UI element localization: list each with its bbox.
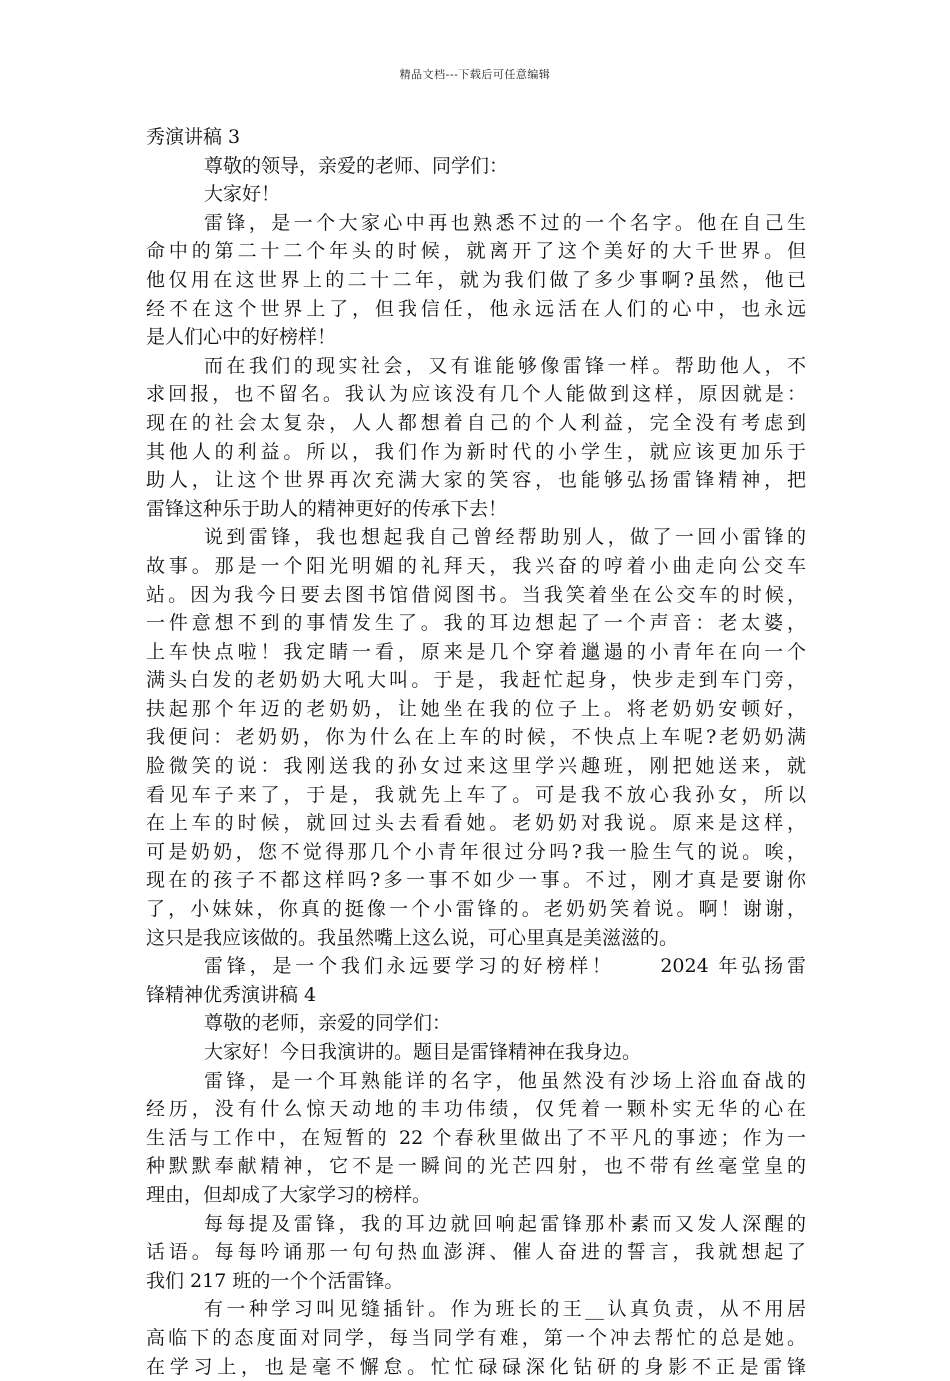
text-line: 大家好！今日我演讲的。题目是雷锋精神在我身边。 bbox=[204, 1041, 642, 1063]
page-header: 精品文档---下载后可任意编辑 bbox=[399, 68, 551, 81]
text-line: 一件意想不到的事情发生了。我的耳边想起了一个声音：老太婆， bbox=[146, 612, 806, 635]
text-line: 扶起那个年迈的老奶奶，让她坐在我的位子上。将老奶奶安顿好， bbox=[146, 697, 806, 720]
text-line: 高临下的态度面对同学，每当同学有难，第一个冲去帮忙的总是她。 bbox=[146, 1326, 806, 1349]
text-line: 雷锋，是一个耳熟能详的名字，他虽然没有沙场上浴血奋战的 bbox=[204, 1069, 806, 1092]
text-line: 每每提及雷锋，我的耳边就回响起雷锋那朴素而又发人深醒的 bbox=[204, 1212, 806, 1235]
text-line: 雷锋，是一个我们永远要学习的好榜样！ 2024 年弘扬雷 bbox=[204, 955, 806, 978]
text-line: 是人们心中的好榜样！ bbox=[146, 326, 337, 349]
text-line: 我便问：老奶奶，你为什么在上车的时候，不快点上车呢?老奶奶满 bbox=[146, 726, 806, 749]
text-line: 大家好！ bbox=[204, 183, 281, 206]
document-body bbox=[146, 123, 806, 1381]
text-line: 满头白发的老奶奶大吼大叫。于是，我赶忙起身，快步走到车门旁， bbox=[146, 669, 806, 692]
text-line: 生活与工作中，在短暂的 22 个春秋里做出了不平凡的事迹；作为一 bbox=[146, 1126, 806, 1149]
text-line: 理由，但却成了大家学习的榜样。 bbox=[146, 1183, 432, 1206]
text-line: 说到雷锋，我也想起我自己曾经帮助别人，做了一回小雷锋的 bbox=[204, 526, 806, 549]
text-line: 了，小妹妹，你真的挺像一个小雷锋的。老奶奶笑着说。啊！谢谢， bbox=[146, 898, 806, 921]
text-line: 助人，让这个世界再次充满大家的笑容，也能够弘扬雷锋精神，把 bbox=[146, 469, 806, 492]
text-line: 话语。每每吟诵那一句句热血澎湃、催人奋进的誓言，我就想起了 bbox=[146, 1241, 806, 1264]
text-line: 雷锋，是一个大家心中再也熟悉不过的一个名字。他在自己生 bbox=[204, 211, 806, 234]
text-line: 命中的第二十二个年头的时候，就离开了这个美好的大千世界。但 bbox=[146, 240, 806, 263]
text-line: 上车快点啦！我定睛一看，原来是几个穿着邋遢的小青年在向一个 bbox=[146, 640, 806, 663]
text-line: 在上车的时候，就回过头去看看她。老奶奶对我说。原来是这样， bbox=[146, 812, 806, 835]
text-line: 尊敬的老师，亲爱的同学们： bbox=[204, 1012, 452, 1035]
text-line: 有一种学习叫见缝插针。作为班长的王__认真负责，从不用居 bbox=[204, 1298, 806, 1321]
text-line: 雷锋这种乐于助人的精神更好的传承下去！ bbox=[146, 497, 508, 520]
text-line: 故事。那是一个阳光明媚的礼拜天，我兴奋的哼着小曲走向公交车 bbox=[146, 554, 806, 577]
text-line: 锋精神优秀演讲稿 4 bbox=[146, 983, 317, 1006]
text-line: 现在的孩子不都这样吗?多一事不如少一事。不过，刚才真是要谢你 bbox=[146, 869, 806, 892]
text-line: 可是奶奶，您不觉得那几个小青年很过分吗?我一脸生气的说。唉， bbox=[146, 840, 806, 863]
text-line: 脸微笑的说：我刚送我的孙女过来这里学兴趣班，刚把她送来，就 bbox=[146, 755, 806, 778]
text-line: 秀演讲稿 3 bbox=[146, 126, 241, 148]
text-line: 求回报，也不留名。我认为应该没有几个人能做到这样，原因就是： bbox=[146, 383, 806, 406]
text-line: 这只是我应该做的。我虽然嘴上这么说，可心里真是美滋滋的。 bbox=[146, 926, 679, 949]
text-line: 现在的社会太复杂，人人都想着自己的个人利益，完全没有考虑到 bbox=[146, 411, 806, 434]
text-line: 在学习上，也是毫不懈怠。忙忙碌碌深化钻研的身影不正是雷锋 bbox=[146, 1355, 806, 1378]
text-line: 其他人的利益。所以，我们作为新时代的小学生，就应该更加乐于 bbox=[146, 440, 806, 463]
text-line: 经历，没有什么惊天动地的丰功伟绩，仅凭着一颗朴实无华的心在 bbox=[146, 1098, 806, 1121]
text-line: 站。因为我今日要去图书馆借阅图书。当我笑着坐在公交车的时候， bbox=[146, 583, 806, 606]
text-line: 而在我们的现实社会，又有谁能够像雷锋一样。帮助他人，不 bbox=[204, 354, 806, 377]
text-line: 种默默奉献精神，它不是一瞬间的光芒四射，也不带有丝毫堂皇的 bbox=[146, 1155, 806, 1178]
text-line: 尊敬的领导，亲爱的老师、同学们： bbox=[204, 154, 509, 177]
text-line: 他仅用在这世界上的二十二年，就为我们做了多少事啊?虽然，他已 bbox=[146, 268, 806, 291]
text-line: 看见车子来了，于是，我就先上车了。可是我不放心我孙女，所以 bbox=[146, 783, 806, 806]
text-line: 经不在这个世界上了，但我信任，他永远活在人们的心中，也永远 bbox=[146, 297, 806, 320]
text-line: 我们 217 班的一个个活雷锋。 bbox=[146, 1269, 404, 1292]
